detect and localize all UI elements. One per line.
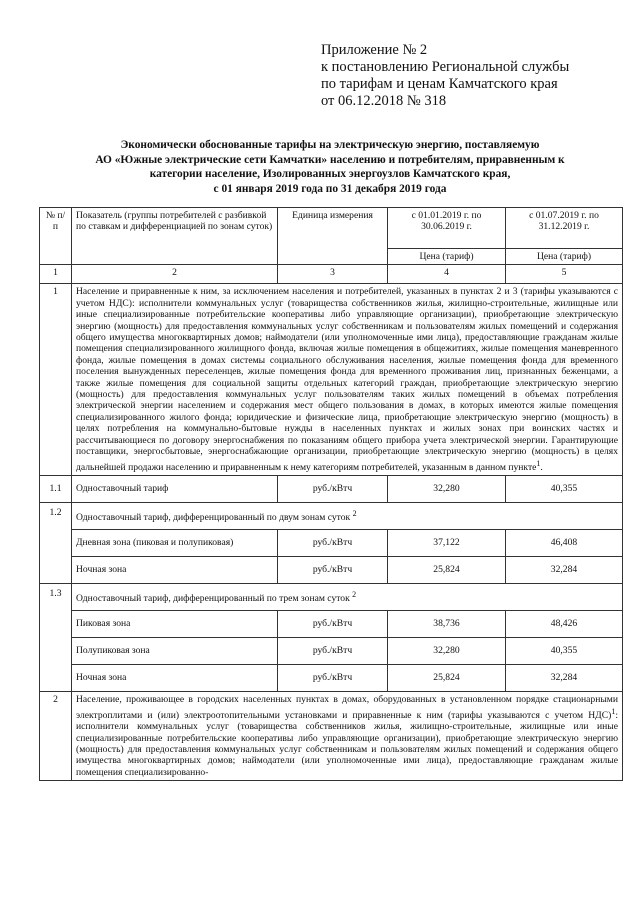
section-text: Население и приравненные к ним, за исключением населения и потребителей, указанных в пунктах 2 и 3 (тарифы указываются с учетом НДС): исполнители коммунальных услуг (товарищества собственников жилья, жилищно-строительные, жилищные или иные специализированные потребительские кооперативы либо управляющие организации), приобретающие электрическую энергию (мощность) для предоставления коммунальных услуг собственникам и пользователям жилых помещений и содержания общего имущества многоквартирных домов; наймодатели (или уполномоченные ими лица), предоставляющие гражданам жилые помещения специализированного жилищного фонда, включая жилые помещения в общежитиях, жилые помещения маневренного фонда, жилые помещения в домах системы социального обслуживания населения, жилые помещения фонда для временного поселения вынужденных переселенцев, жилые помещения фонда для временного проживания лиц, признанных беженцами, а также жилые помещения для социальной защиты отдельных категорий граждан, приобретающие электрическую энергию (мощность) для предоставления коммунальных услуг пользователям таких жилых помещений в объемах потребления электрической энергии населением и содержания мест общего пользования в домах, в которых имеются жилые помещения специализированного жилого фонда; юридические и физические лица, приобретающие электрическую энергию (мощность) в целях потребления на коммунально-бытовые нужды в населенных пунктах и жилых зонах при воинских частях и рассчитывающиеся по договору энергоснабжения по показаниям общего прибора учета электрической энергии. Гарантирующие поставщики, энергосбытовые, энергоснабжающие организации, приобретающие электрическую энергию (мощность) в целях дальнейшей продажи населению и приравненным к нему категориям потребителей, указанным в данном пункте <box>76 286 618 473</box>
row-label <box>72 503 623 530</box>
column-number: 1 <box>40 265 72 284</box>
row-number: 2 <box>40 692 72 781</box>
row-number: 1 <box>40 284 72 476</box>
document-title <box>40 138 620 196</box>
row-number: 1.2 <box>40 503 72 584</box>
tariff-value: 32,280 <box>388 638 506 665</box>
table-row <box>40 692 623 781</box>
footnote-marker: 1 <box>536 458 541 468</box>
section-text: Население, проживающее в городских населенных пунктах в домах, оборудованных в установленном порядке стационарными электроплитами и (или) электроотопительными установками и приравненные к ним (тарифы указываются с учетом НДС) <box>76 694 618 721</box>
row-unit: руб./кВтч <box>278 611 388 638</box>
table-row <box>40 611 623 638</box>
tariff-value: 48,426 <box>506 611 623 638</box>
column-number-row <box>40 265 623 284</box>
column-number: 2 <box>72 265 278 284</box>
tariff-value: 32,284 <box>506 557 623 584</box>
column-number: 3 <box>278 265 388 284</box>
tariff-value: 25,824 <box>388 665 506 692</box>
row-label: Полупиковая зона <box>72 638 278 665</box>
row-label <box>72 584 623 611</box>
row-label: Одноставочный тариф <box>72 476 278 503</box>
table-row <box>40 665 623 692</box>
row-number: 1.3 <box>40 584 72 692</box>
table-row <box>40 476 623 503</box>
table-header-row <box>40 208 623 249</box>
title-line: категории население, Изолированных энергоузлов Камчатского края, <box>149 168 511 181</box>
row-unit: руб./кВтч <box>278 530 388 557</box>
header-number: № п/п <box>40 208 72 265</box>
row-unit: руб./кВтч <box>278 665 388 692</box>
footnote-marker: 2 <box>352 509 357 519</box>
row-unit: руб./кВтч <box>278 476 388 503</box>
tariff-value: 37,122 <box>388 530 506 557</box>
tariff-value: 40,355 <box>506 638 623 665</box>
column-number: 4 <box>388 265 506 284</box>
table-row <box>40 638 623 665</box>
appendix-line: по тарифам и ценам Камчатского края <box>321 76 558 92</box>
appendix-header <box>321 42 621 110</box>
header-period-2: с 01.07.2019 г. по 31.12.2019 г. <box>506 208 623 249</box>
section-text: : исполнители коммунальных услуг (товарищества собственников жилья, жилищно-строительные, жилищные или иные специализированные потребительские кооперативы либо управляющие организации), приобретающие электрическую энергию (мощность) для предоставления коммунальных услуг собственникам и пользователям жилых помещений и содержания общего имущества многоквартирных домов; наймодатели (или уполномоченные ими лица), предоставляющие гражданам жилые помещения специализированно- <box>76 709 618 778</box>
title-line: Экономически обоснованные тарифы на электрическую энергию, поставляемую <box>120 139 540 151</box>
header-indicator: Показатель (группы потребителей с разбивкой по ставкам и дифференциацией по зонам суток) <box>72 208 278 265</box>
header-period-1: с 01.01.2019 г. по 30.06.2019 г. <box>388 208 506 249</box>
footnote-marker: 2 <box>352 590 357 600</box>
tariff-value: 32,284 <box>506 665 623 692</box>
row-unit: руб./кВтч <box>278 638 388 665</box>
row-label-text: Одноставочный тариф, дифференцированный по трем зонам суток <box>76 593 350 605</box>
appendix-line: от 06.12.2018 № 318 <box>321 93 447 109</box>
row-label: Дневная зона (пиковая и полупиковая) <box>72 530 278 557</box>
row-number: 1.1 <box>40 476 72 503</box>
row-label: Ночная зона <box>72 557 278 584</box>
table-row <box>40 557 623 584</box>
table-row <box>40 503 623 530</box>
table-row <box>40 530 623 557</box>
tariff-value: 46,408 <box>506 530 623 557</box>
row-unit: руб./кВтч <box>278 557 388 584</box>
section-description <box>72 692 623 781</box>
tariff-value: 32,280 <box>388 476 506 503</box>
table-row <box>40 584 623 611</box>
header-price-2: Цена (тариф) <box>506 249 623 265</box>
appendix-line: Приложение № 2 <box>321 42 428 58</box>
header-unit: Единица измерения <box>278 208 388 265</box>
row-label: Ночная зона <box>72 665 278 692</box>
appendix-line: к постановлению Региональной службы <box>321 59 570 75</box>
title-line: АО «Южные электрические сети Камчатки» населению и потребителям, приравненным к <box>95 153 565 166</box>
tariff-value: 40,355 <box>506 476 623 503</box>
title-line: с 01 января 2019 года по 31 декабря 2019 года <box>213 182 447 195</box>
tariff-value: 38,736 <box>388 611 506 638</box>
row-label: Пиковая зона <box>72 611 278 638</box>
header-price-1: Цена (тариф) <box>388 249 506 265</box>
footnote-marker: 1 <box>611 706 616 716</box>
tariff-value: 25,824 <box>388 557 506 584</box>
tariff-table <box>39 207 623 781</box>
section-description: Население и приравненные к ним, за исключением населения и потребителей, указанных в пунктах 2 и 3 (тарифы указываются с учетом НДС): исполнители коммунальных услуг (товарищества собственников жилья, жилищно-строительные, жилищные или иные специализированные потребительские кооперативы либо управляющие организации), приобретающие электрическую энергию (мощность) для предоставления коммунальных услуг собственникам и пользователям жилых помещений и содержания общего имущества многоквартирных домов; наймодатели (или уполномоченные ими лица), предоставляющие гражданам жилые помещения специализированного жилищного фонда, включая жилые помещения в общежитиях, жилые помещения маневренного фонда, жилые помещения в домах системы социального обслуживания населения, жилые помещения фонда для временного поселения вынужденных переселенцев, жилые помещения фонда для временного проживания лиц, признанных беженцами, а также жилые помещения для социальной защиты отдельных категорий граждан, приобретающие электрическую энергию (мощность) для предоставления коммунальных услуг пользователям таких жилых помещений в объемах потребления электрической энергии населением и содержания мест общего пользования в домах, в которых имеются жилые помещения специализированного жилого фонда; юридические и физические лица, приобретающие электрическую энергию (мощность) в целях потребления на коммунально-бытовые нужды в населенных пунктах и жилых зонах при воинских частях и рассчитывающиеся по договору энергоснабжения по показаниям общего прибора учета электрической энергии. Гарантирующие поставщики, энергосбытовые, энергоснабжающие организации, приобретающие электрическую энергию (мощность) в целях дальнейшей продажи населению и приравненным к нему категориям потребителей, указанным в данном пункте$^1$. <box>72 284 623 476</box>
table-row <box>40 284 623 476</box>
row-label-text: Одноставочный тариф, дифференцированный по двум зонам суток <box>76 512 351 524</box>
column-number: 5 <box>506 265 623 284</box>
